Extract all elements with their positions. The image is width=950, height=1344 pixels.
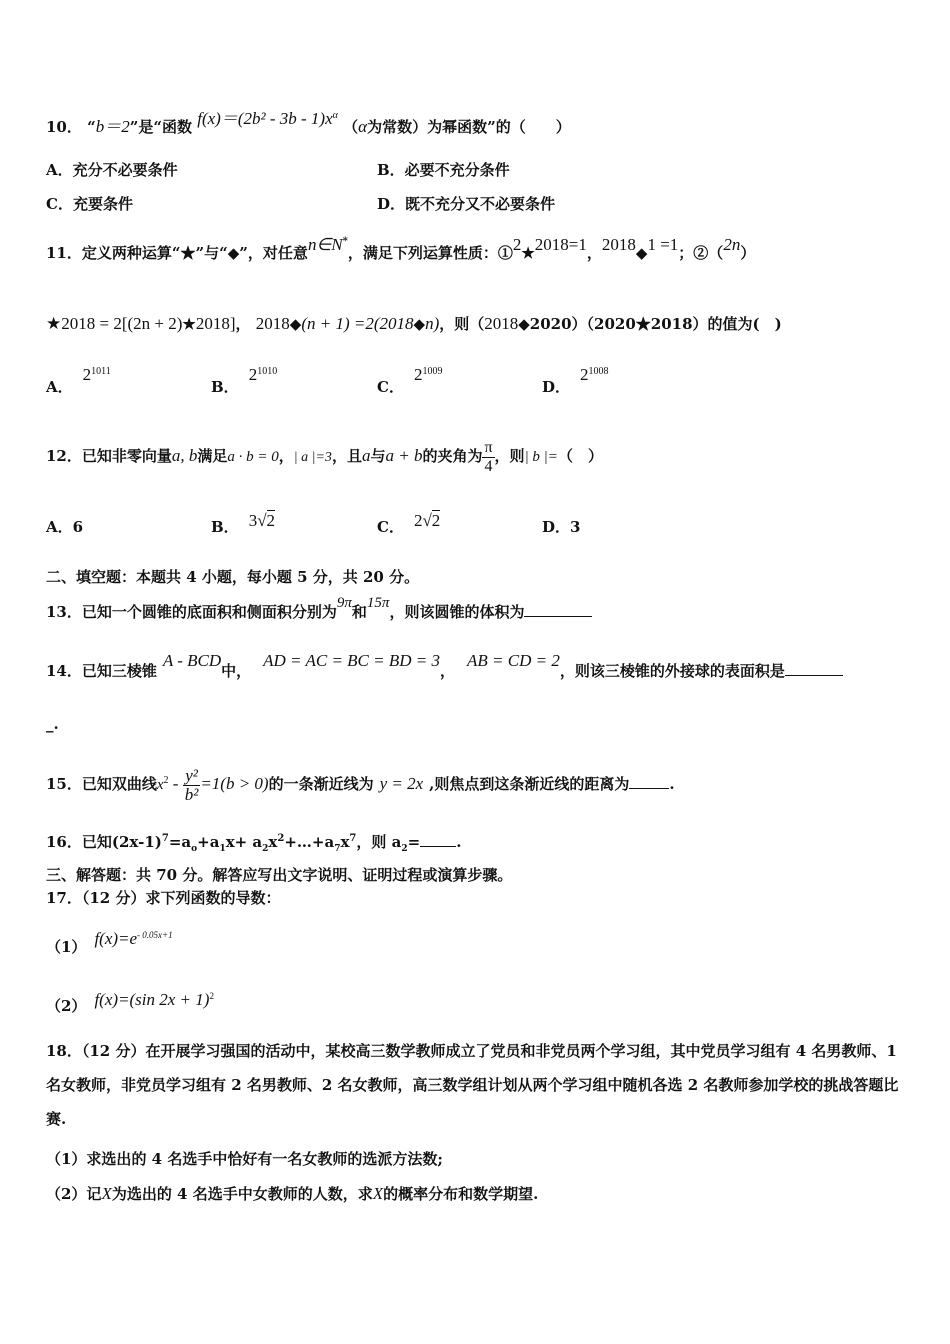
- q13-answer-blank[interactable]: [524, 602, 592, 617]
- q17-stem: 17．（12 分）求下列函数的导数：: [46, 889, 281, 907]
- q10-stem: 10． “b＝2”是“函数 $f(x)=(2b^2 - 3b - 1)x^\alpha$ （α为常数）为幂函数”的（ ）: [46, 109, 571, 136]
- q14-answer-blank[interactable]: [785, 661, 843, 676]
- q11-stem-line2: ★2018 = 2[(2n + 2)★2018]， 2018◆(n + 1) =2(2018◆n)，则（2018◆2020）（2020★2018）的值为( ): [46, 314, 782, 333]
- q16-stem: 16．已知$(2x-1)^7=a_o+a_1x+$ $a_2x^2+\dots+a_7x^7$，则 $a_2=$ .: [46, 833, 462, 854]
- q14-stem-tail: _.: [46, 715, 59, 733]
- section-fill-in-title: 二、填空题：本题共 4 小题，每小题 5 分，共 20 分。: [46, 568, 420, 586]
- q12-option-c[interactable]: C． 2√2: [377, 511, 441, 536]
- q17-part1: （1） $f(x)=e^{- 0.05x+1}$: [46, 929, 173, 956]
- q18-part2: （2）记X为选出的 4 名选手中女教师的人数，求X的概率分布和数学期望.: [46, 1184, 539, 1203]
- q18-stem: 18．（12 分）在开展学习强国的活动中，某校高三数学教师成立了党员和非党员两个学习组，其中党员学习组有 4 名男教师、1 名女教师，非党员学习组有 2 名男教师、2 名女教师，高三数学组计划从两个学习组中随机各选 2 名教师参加学校的挑战答题比赛.: [46, 1042, 899, 1128]
- q18-part1: （1）求选出的 4 名选手中恰好有一名女教师的选派方法数;: [46, 1150, 443, 1168]
- q17-part2: （2） f(x)=(sin 2x + 1)$^2$: [46, 990, 214, 1015]
- section-solution-title: 三、解答题：共 70 分。解答应写出文字说明、证明过程或演算步骤。: [46, 866, 513, 884]
- q11-option-a[interactable]: A．$2^{1011}$: [46, 365, 111, 396]
- q13-stem: 13．已知一个圆锥的底面积和侧面积分别为9π和15π，则该圆锥的体积为: [46, 602, 592, 623]
- q15-fraction: $\frac{\text{y²}}{\text{b²}}$: [184, 765, 199, 804]
- q11-stem-line1: 11．定义两种运算“★”与“◆”，对任意n∈N*，满足下列运算性质：①2★2018=1，2018◆1 =1；②（2n）: [46, 235, 756, 262]
- q15-stem: 15．已知双曲线$x^2$ - $\frac{\text{y²}}{\text{b²}}$ =1(b > 0)的一条渐近线为 y = 2x ,则焦点到这条渐近线的距离为 .: [46, 765, 675, 804]
- q11-option-d[interactable]: D．$2^{1008}$: [542, 365, 609, 396]
- q14-stem: 14．已知三棱锥A - BCD中，AD = AC = BC = BD = 3，AB = CD = 2，则该三棱锥的外接球的表面积是: [46, 661, 843, 681]
- q10-option-b[interactable]: B．必要不充分条件: [377, 161, 510, 179]
- q12-option-a[interactable]: A．6: [46, 518, 84, 536]
- q10-option-c[interactable]: C．充要条件: [46, 195, 133, 213]
- q11-option-c[interactable]: C．$2^{1009}$: [377, 365, 443, 396]
- q10-option-d[interactable]: D．既不充分又不必要条件: [377, 195, 556, 213]
- q10-option-a[interactable]: A．充分不必要条件: [46, 161, 178, 179]
- q15-answer-blank[interactable]: [629, 774, 669, 789]
- q12-option-d[interactable]: D．3: [542, 518, 581, 536]
- q12-stem: 12．已知非零向量a, b满足a · b = 0，| a |=3，且a与a + b的夹角为 $\frac{\pi}{4}$ ，则| b |=（ ）: [46, 438, 603, 475]
- q12-angle-fraction: $\frac{\pi}{4}$: [484, 438, 493, 475]
- q12-option-b[interactable]: B． 3√2: [211, 511, 276, 536]
- q11-option-b[interactable]: B．$2^{1010}$: [211, 365, 278, 396]
- q16-answer-blank[interactable]: [420, 832, 456, 847]
